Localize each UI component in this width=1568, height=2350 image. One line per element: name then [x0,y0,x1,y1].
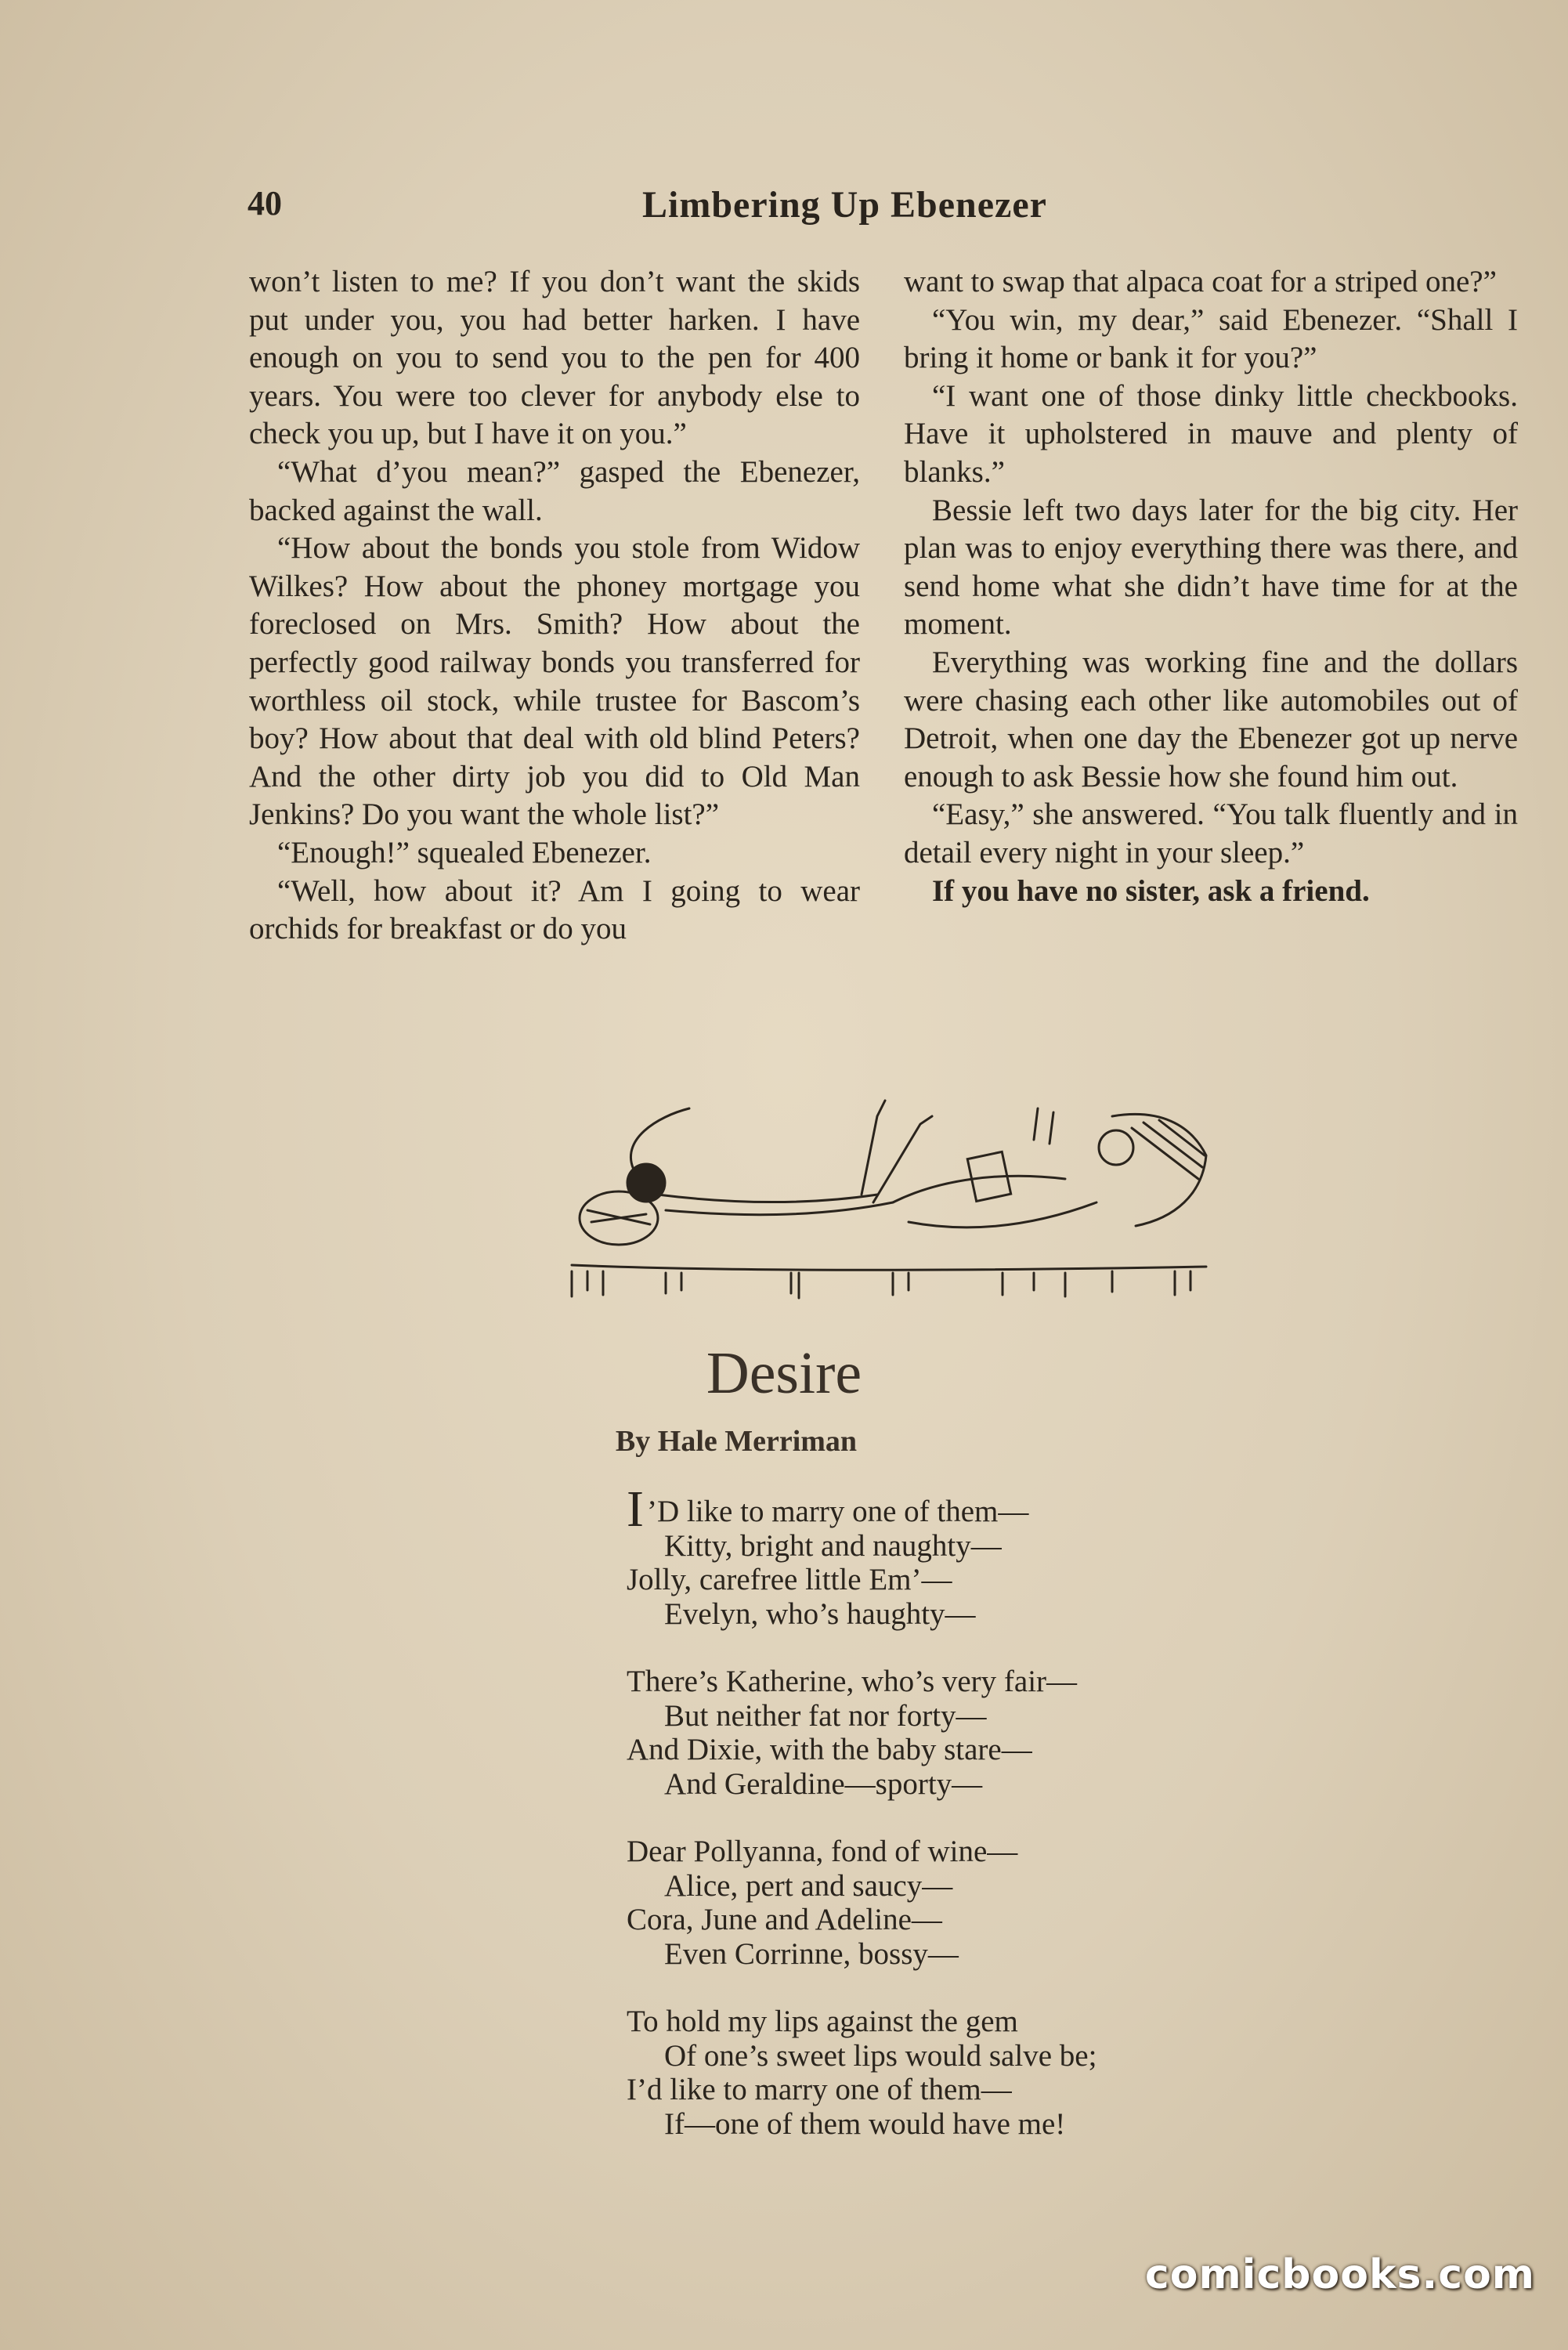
story-paragraph: “Easy,” she answered. “You talk fluently and in detail every night in your sleep.” [904,797,1518,870]
poem-line: If—one of them would have me! [664,2106,1066,2141]
story-closing-line: If you have no sister, ask a friend. [932,873,1370,908]
poem-stanza [627,1480,1331,1631]
poem-stanza [627,2005,1331,2141]
story-paragraph: “Well, how about it? Am I going to wear orchids for breakfast or do you [249,873,860,946]
story-paragraph: won’t listen to me? If you don’t want the skids put under you, you had better harken. I have enough on you to send you to the pen for 400 years. You were too clever for anybody else to check you up, but I have it on you.” [249,265,860,451]
watermark: comicbooks.com [1144,2251,1535,2298]
story-paragraph: “Enough!” squealed Ebenezer. [277,835,652,870]
story-left-column [249,263,860,949]
story-paragraph: “I want one of those dinky little checkbooks. Have it upholstered in mauve and plenty of blanks.” [904,378,1518,489]
poem-line: Kitty, bright and naughty— [664,1528,1002,1563]
poem-stanza [627,1665,1331,1801]
poem-line: And Geraldine—sporty— [664,1766,983,1801]
poem-line: Jolly, carefree little Em’— [627,1563,952,1596]
poem-line: Even Corrinne, bossy— [664,1936,959,1971]
poem-line: Of one’s sweet lips would salve be; [664,2038,1097,2073]
reclining-couple-illustration [564,1085,1222,1320]
poem-line: But neither fat nor forty— [664,1698,987,1733]
poem-line-text: ’D like to marry one of them— [646,1495,1029,1528]
poem-line: I’d like to marry one of them— [627,2073,1012,2106]
poem-line: Dear Pollyanna, fond of wine— [627,1835,1018,1868]
poem-body [627,1480,1331,2175]
poem-title: Desire [706,1340,862,1406]
story-paragraph: Everything was working fine and the dollars were chasing each other like automobiles out of Detroit, when one day the Ebenezer got up nerve enough to ask Bessie how she found him out. [904,645,1518,794]
story-right-column [904,263,1518,910]
story-paragraph: Bessie left two days later for the big city. Her plan was to enjoy everything there was there, and send home what she didn’t have time for at the moment. [904,493,1518,642]
poem-line [627,1480,1331,1538]
poem-line: To hold my lips against the gem [627,2005,1018,2038]
running-title: Limbering Up Ebenezer [642,184,1047,226]
poem-line: And Dixie, with the baby stare— [627,1733,1032,1766]
story-paragraph: “What d’you mean?” gasped the Ebenezer, backed against the wall. [249,454,860,527]
poem-line: There’s Katherine, who’s very fair— [627,1665,1078,1698]
page-number: 40 [247,184,282,222]
poem-line: Evelyn, who’s haughty— [664,1596,976,1631]
story-paragraph: “You win, my dear,” said Ebenezer. “Shall I bring it home or bank it for you?” [904,302,1518,375]
poem-stanza [627,1835,1331,1971]
poem-line: Alice, pert and saucy— [664,1868,953,1903]
drop-cap: I [627,1480,644,1538]
story-paragraph: want to swap that alpaca coat for a striped one?” [904,265,1497,298]
poem-line: Cora, June and Adeline— [627,1903,942,1936]
poem-byline: By Hale Merriman [615,1425,858,1458]
story-paragraph: “How about the bonds you stole from Widow Wilkes? How about the phoney mortgage you foreclosed on Mrs. Smith? How about the perfectly good railway bonds you transferred for worthless oil stock, while trustee for Bascom’s boy? How about that deal with old blind Peters? And the other dirty job you did to Old Man Jenkins? Do you want the whole list?” [249,531,860,832]
